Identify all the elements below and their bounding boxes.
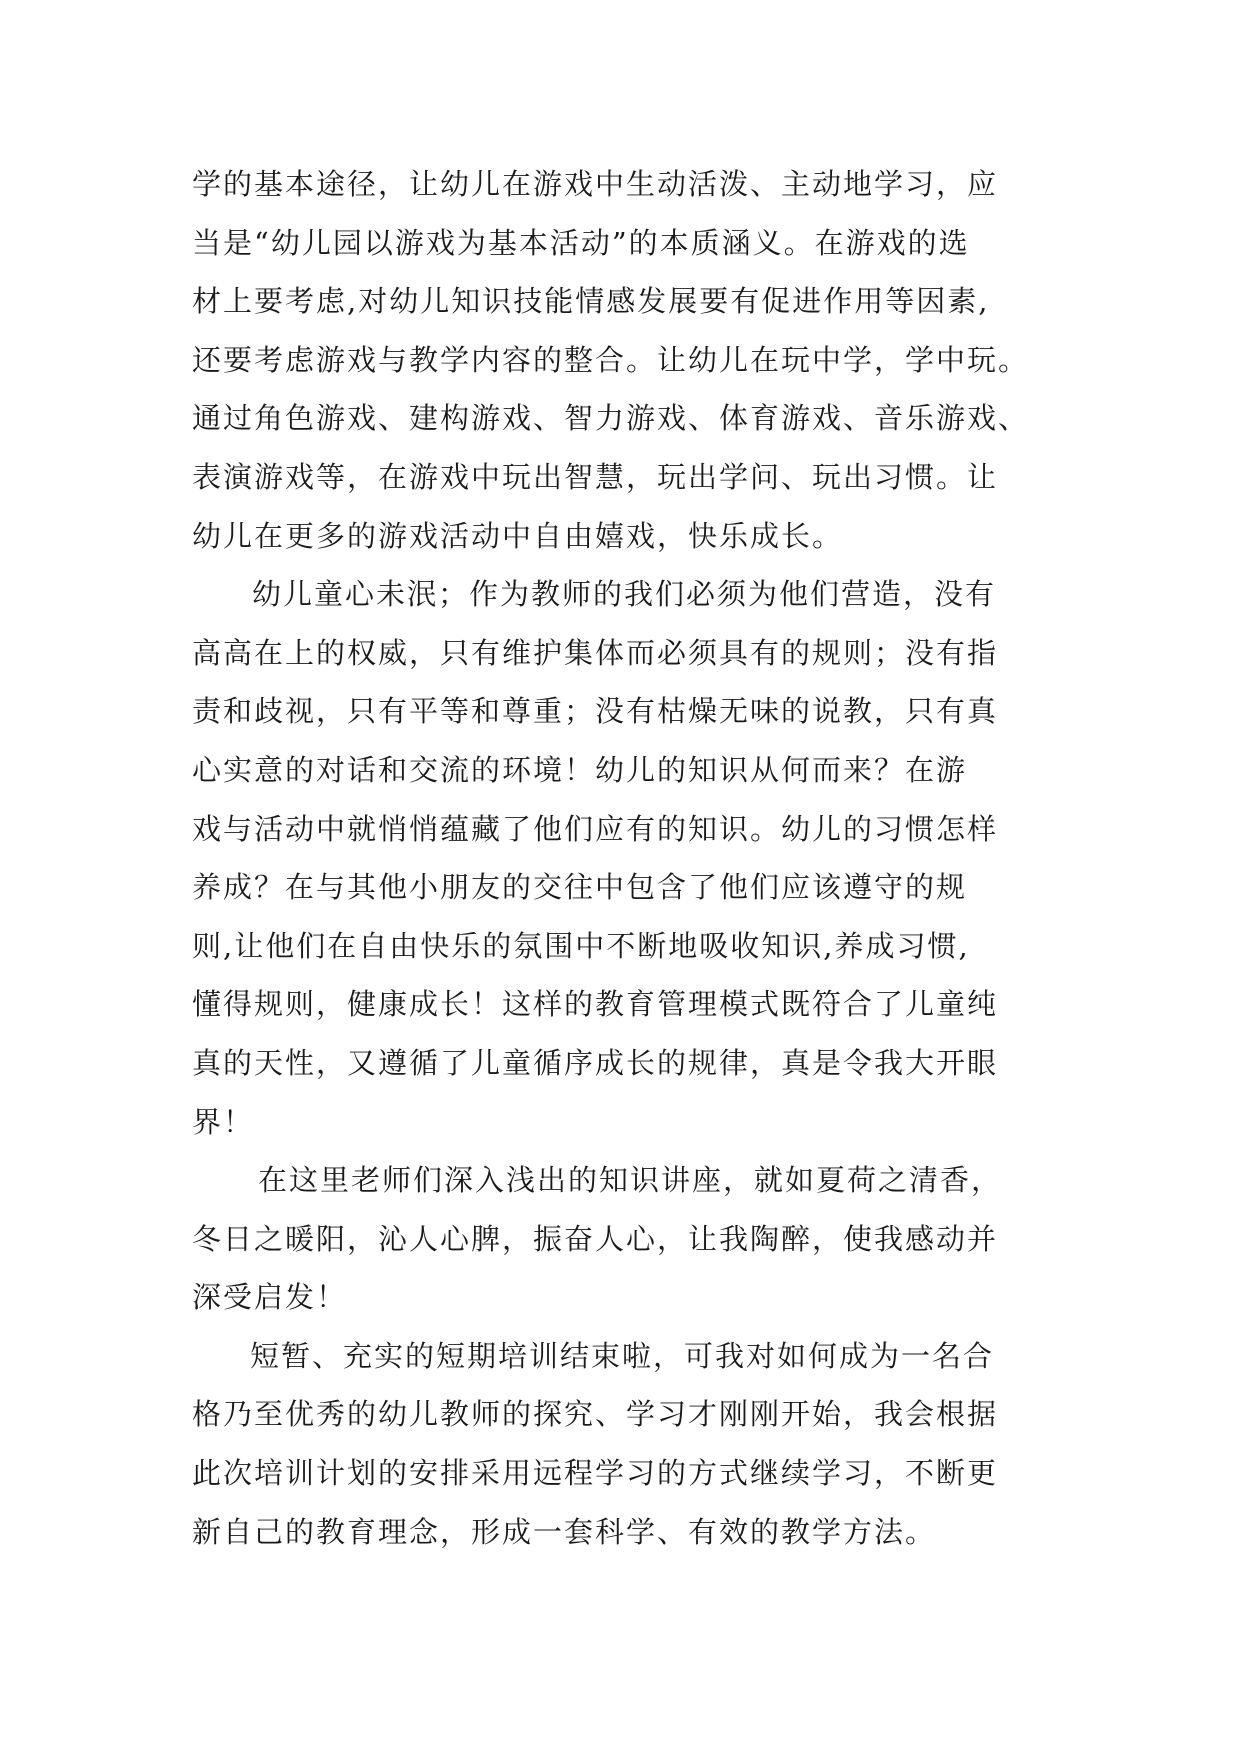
text-line: 还要考虑游戏与教学内容的整合。让幼儿在玩中学，学中玩。 xyxy=(192,342,1030,377)
text-line: 责和歧视，只有平等和尊重；没有枯燥无味的说教，只有真 xyxy=(192,694,999,729)
paragraph-3 xyxy=(192,1151,1072,1327)
paragraph-4 xyxy=(192,1327,1072,1561)
text-line: 高高在上的权威，只有维护集体而必须具有的规则；没有指 xyxy=(192,635,999,670)
text-line: 深受启发！ xyxy=(192,1280,348,1315)
text-line: 戏与活动中就悄悄蕴藏了他们应有的知识。幼儿的习惯怎样 xyxy=(192,811,999,846)
text-line: 幼儿在更多的游戏活动中自由嬉戏，快乐成长。 xyxy=(192,518,844,553)
text-line: 真的天性，又遵循了儿童循序成长的规律，真是令我大开眼 xyxy=(192,1045,999,1080)
text-line: 通过角色游戏、建构游戏、智力游戏、体育游戏、音乐游戏、 xyxy=(192,401,1030,436)
text-line: 此次培训计划的安排采用远程学习的方式继续学习，不断更 xyxy=(192,1456,999,1491)
text-line: 心实意的对话和交流的环境！幼儿的知识从何而来？在游 xyxy=(192,752,968,787)
text-line: 冬日之暖阳，沁人心脾，振奋人心，让我陶醉，使我感动并 xyxy=(192,1221,999,1256)
document-body xyxy=(192,155,1072,1561)
paragraph-1 xyxy=(192,155,1072,565)
paragraph-2 xyxy=(192,565,1072,1151)
text-line: 懂得规则，健康成长！这样的教育管理模式既符合了儿童纯 xyxy=(192,987,999,1022)
text-line: 养成？在与其他小朋友的交往中包含了他们应该遵守的规 xyxy=(192,870,968,905)
text-line: 材上要考虑,对幼儿知识技能情感发展要有促进作用等因素, xyxy=(192,284,990,319)
text-line: 表演游戏等，在游戏中玩出智慧，玩出学问、玩出习惯。让 xyxy=(192,459,999,494)
text-line: 当是“幼儿园以游戏为基本活动”的本质涵义。在游戏的选 xyxy=(192,225,970,260)
text-line: 新自己的教育理念，形成一套科学、有效的教学方法。 xyxy=(192,1514,937,1549)
text-line: 界！ xyxy=(192,1104,255,1139)
text-line: 则,让他们在自由快乐的氛围中不断地吸收知识,养成习惯, xyxy=(192,928,970,963)
text-line: 学的基本途径，让幼儿在游戏中生动活泼、主动地学习，应 xyxy=(192,167,999,201)
text-line: 幼儿童心未泯；作为教师的我们必须为他们营造，没有 xyxy=(252,577,997,612)
text-line: 格乃至优秀的幼儿教师的探究、学习才刚刚开始，我会根据 xyxy=(192,1397,999,1432)
text-line: 在这里老师们深入浅出的知识讲座，就如夏荷之清香， xyxy=(258,1163,1003,1198)
text-line: 短暂、充实的短期培训结束啦，可我对如何成为一名合 xyxy=(250,1338,995,1373)
